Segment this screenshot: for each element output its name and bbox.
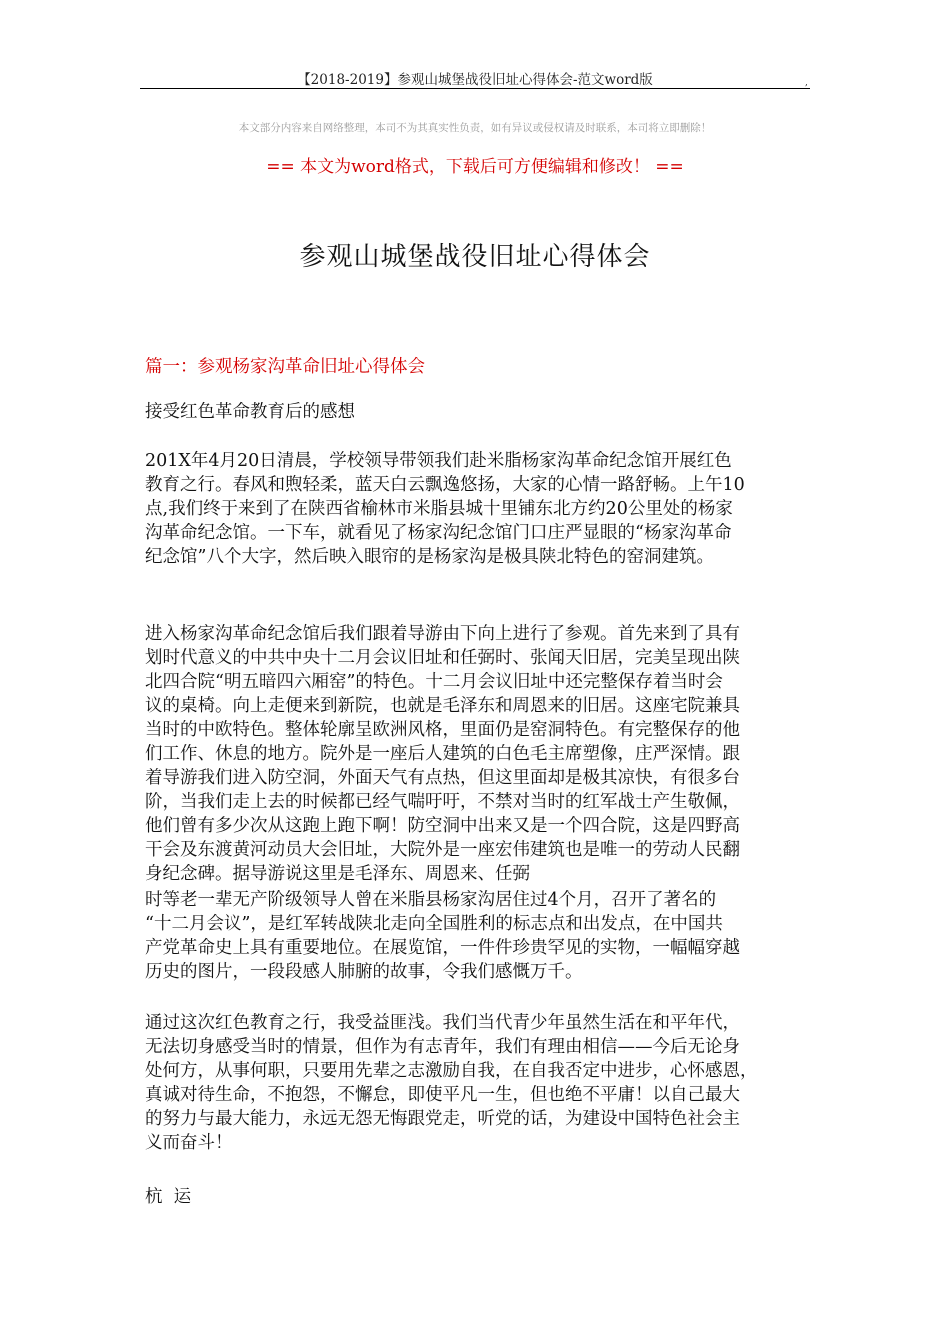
paragraph-line: 历史的图片，一段段感人肺腑的故事，令我们感慨万千。 xyxy=(145,962,583,982)
header-divider xyxy=(140,88,810,89)
paragraph-line: 通过这次红色教育之行，我受益匪浅。我们当代青少年虽然生活在和平年代， xyxy=(145,1013,740,1033)
paragraph-line: 时等老一辈无产阶级领导人曾在米脂县杨家沟居住过4个月，召开了著名的 xyxy=(145,890,717,910)
format-notice: == 本文为word格式，下载后可方便编辑和修改！ == xyxy=(266,157,684,177)
paragraph-line: 的努力与最大能力，永远无怨无悔跟党走，听党的话，为建设中国特色社会主 xyxy=(145,1109,740,1129)
paragraph-line: 点,我们终于来到了在陕西省榆林市米脂县城十里铺东北方约20公里处的杨家 xyxy=(145,499,733,519)
paragraph-1 xyxy=(145,449,807,569)
paragraph-line: 无法切身感受当时的情景，但作为有志青年，我们有理由相信——今后无论身 xyxy=(145,1037,740,1057)
paragraph-line: 干会及东渡黄河动员大会旧址，大院外是一座宏伟建筑也是唯一的劳动人民翻 xyxy=(145,840,740,860)
paragraph-line: 义而奋斗！ xyxy=(145,1133,233,1153)
paragraph-line: 当时的中欧特色。整体轮廓呈欧洲风格，里面仍是窑洞特色。有完整保存的他 xyxy=(145,720,740,740)
paragraph-line: 他们曾有多少次从这跑上跑下啊！防空洞中出来又是一个四合院，这是四野高 xyxy=(145,816,740,836)
author-signature: 杭 运 xyxy=(145,1187,192,1207)
paragraph-3 xyxy=(145,888,807,984)
paragraph-line: 进入杨家沟革命纪念馆后我们跟着导游由下向上进行了参观。首先来到了具有 xyxy=(145,624,740,644)
paragraph-line: 产党革命史上具有重要地位。在展览馆，一件件珍贵罕见的实物，一幅幅穿越 xyxy=(145,938,740,958)
paragraph-line: 议的桌椅。向上走便来到新院，也就是毛泽东和周恩来的旧居。这座宅院兼具 xyxy=(145,696,740,716)
paragraph-line: 201X年4月20日清晨，学校领导带领我们赴米脂杨家沟革命纪念馆开展红色 xyxy=(145,451,732,471)
document-title: 参观山城堡战役旧址心得体会 xyxy=(299,242,651,272)
paragraph-line: 北四合院“明五暗四六厢窑”的特色。十二月会议旧址中还完整保存着当时会 xyxy=(145,672,723,692)
paragraph-2 xyxy=(145,622,807,886)
page-header-title: 【2018-2019】参观山城堡战役旧址心得体会-范文word版 xyxy=(297,72,653,88)
paragraph-line: 真诚对待生命，不抱怨，不懈怠，即使平凡一生，但也绝不平庸！以自己最大 xyxy=(145,1085,740,1105)
section-subtitle: 接受红色革命教育后的感想 xyxy=(145,402,355,422)
paragraph-line: 教育之行。春风和煦轻柔，蓝天白云飘逸悠扬，大家的心情一路舒畅。上午10 xyxy=(145,475,745,495)
paragraph-line: 们工作、休息的地方。院外是一座后人建筑的白色毛主席塑像，庄严深情。跟 xyxy=(145,744,740,764)
paragraph-line: “十二月会议”，是红军转战陕北走向全国胜利的标志点和出发点，在中国共 xyxy=(145,914,723,934)
disclaimer-text: 本文部分内容来自网络整理，本司不为其真实性负责，如有异议或侵权请及时联系，本司将立即删除！ xyxy=(238,122,712,134)
paragraph-line: 阶，当我们走上去的时候都已经气喘吁吁，不禁对当时的红军战士产生敬佩， xyxy=(145,792,740,812)
paragraph-line: 划时代意义的中共中央十二月会议旧址和任弼时、张闻天旧居，完美呈现出陕 xyxy=(145,648,740,668)
paragraph-4 xyxy=(145,1011,807,1155)
paragraph-line: 身纪念碑。据导游说这里是毛泽东、周恩来、任弼 xyxy=(145,864,530,884)
paragraph-line: 沟革命纪念馆。一下车，就看见了杨家沟纪念馆门口庄严显眼的“杨家沟革命 xyxy=(145,523,732,543)
paragraph-line: 纪念馆”八个大字，然后映入眼帘的是杨家沟是极具陕北特色的窑洞建筑。 xyxy=(145,547,714,567)
header-mark: , xyxy=(805,78,808,88)
paragraph-line: 着导游我们进入防空洞，外面天气有点热，但这里面却是极其凉快，有很多台 xyxy=(145,768,740,788)
section-heading: 篇一：参观杨家沟革命旧址心得体会 xyxy=(145,357,425,377)
paragraph-line: 处何方，从事何职，只要用先辈之志激励自我，在自我否定中进步，心怀感恩， xyxy=(145,1061,758,1081)
